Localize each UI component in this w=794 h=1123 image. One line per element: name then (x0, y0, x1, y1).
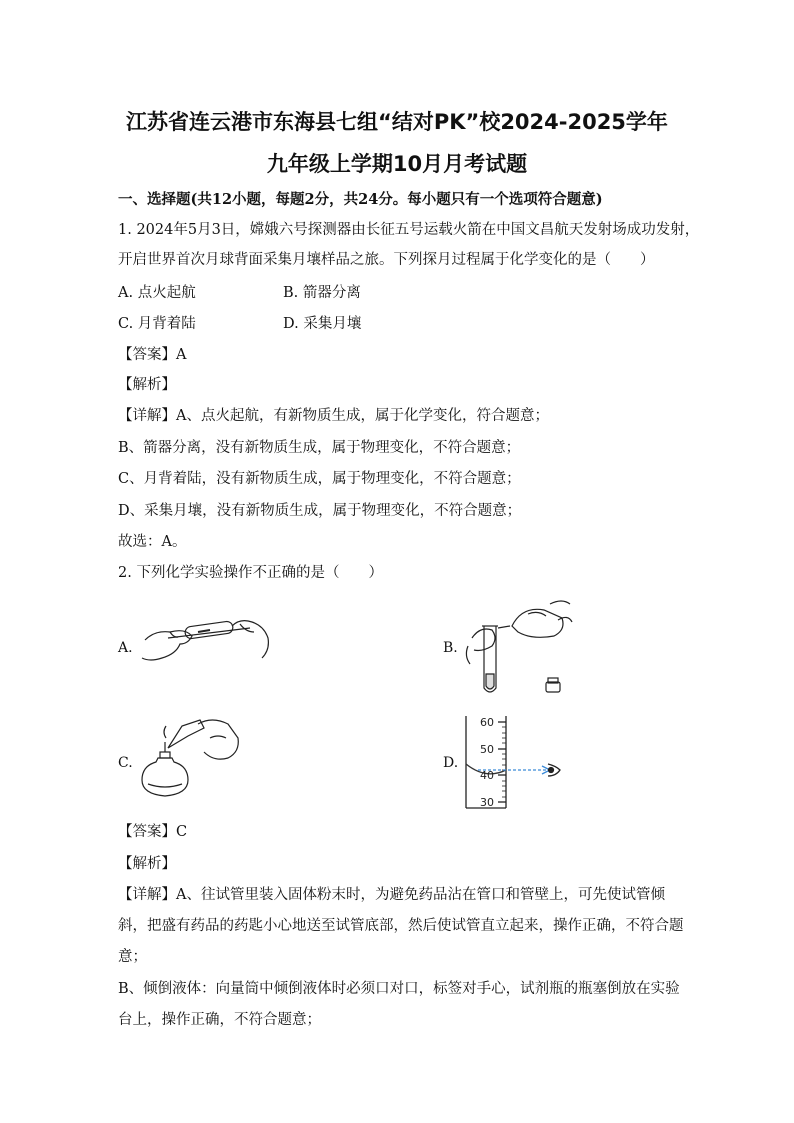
q2-detail-line: 意； (118, 949, 147, 965)
document-title-line2: 九年级上学期10月月考试题 (266, 152, 528, 176)
figure-a-powder-into-test-tube (140, 610, 275, 675)
q1-answer: 【答案】A (118, 347, 187, 363)
q1-option-a: A. 点火起航 (118, 285, 196, 301)
q2-detail-line: 【详解】A、往试管里装入固体粉末时，为避免药品沾在管口和管壁上，可先使试管倾 (118, 887, 665, 903)
q1-stem-line2: 开启世界首次月球背面采集月壤样品之旅。下列探月过程属于化学变化的是（ ） (118, 252, 655, 268)
q1-stem-line1: 1. 2024年5月3日，嫦娥六号探测器由长征五号运载火箭在中国文昌航天发射场成功发射， (118, 222, 700, 238)
q1-option-b: B. 箭器分离 (283, 285, 361, 301)
q1-detail-line: B、箭器分离，没有新物质生成，属于物理变化，不符合题意； (118, 440, 521, 456)
q2-stem: 2. 下列化学实验操作不正确的是（ ） (118, 565, 383, 581)
cylinder-tick-label: 50 (480, 743, 494, 756)
q1-option-c: C. 月背着陆 (118, 316, 196, 332)
q2-analysis-label: 【解析】 (118, 856, 176, 872)
figure-d-graduated-cylinder (462, 712, 572, 812)
q2-figure-label-c: C. (118, 755, 133, 771)
q2-figure-label-d: D. (443, 755, 459, 771)
cylinder-major-ticks (498, 722, 506, 802)
q1-detail-line: C、月背着陆，没有新物质生成，属于物理变化，不符合题意； (118, 471, 521, 487)
cylinder-tick-label: 60 (480, 716, 494, 729)
q2-answer: 【答案】C (118, 824, 188, 840)
figure-b-pouring-liquid (462, 596, 577, 698)
figure-c-alcohol-lamp (138, 718, 248, 806)
cylinder-tick-label: 40 (480, 769, 494, 782)
q2-detail-line: B、倾倒液体：向量筒中倾倒液体时必须口对口，标签对手心，试剂瓶的瓶塞倒放在实验 (118, 981, 680, 997)
cylinder-tick-label: 30 (480, 796, 494, 809)
section-heading: 一、选择题(共12小题，每题2分，共24分。每小题只有一个选项符合题意) (118, 191, 603, 208)
q1-detail-line: 【详解】A、点火起航，有新物质生成，属于化学变化，符合题意； (118, 408, 549, 424)
q1-analysis-label: 【解析】 (118, 377, 176, 393)
document-title-line1: 江苏省连云港市东海县七组“结对PK”校2024-2025学年 (126, 110, 668, 134)
q1-detail-line: D、采集月壤，没有新物质生成，属于物理变化，不符合题意； (118, 503, 522, 519)
q2-detail-line: 斜，把盛有药品的药匙小心地送至试管底部，然后使试管直立起来，操作正确，不符合题 (118, 918, 684, 934)
q2-figure-label-b: B. (443, 640, 458, 656)
q1-option-d: D. 采集月壤 (283, 316, 362, 332)
q2-detail-line: 台上，操作正确，不符合题意； (118, 1012, 321, 1028)
q2-figure-label-a: A. (118, 640, 133, 656)
q1-detail-line: 故选：A。 (118, 534, 187, 550)
